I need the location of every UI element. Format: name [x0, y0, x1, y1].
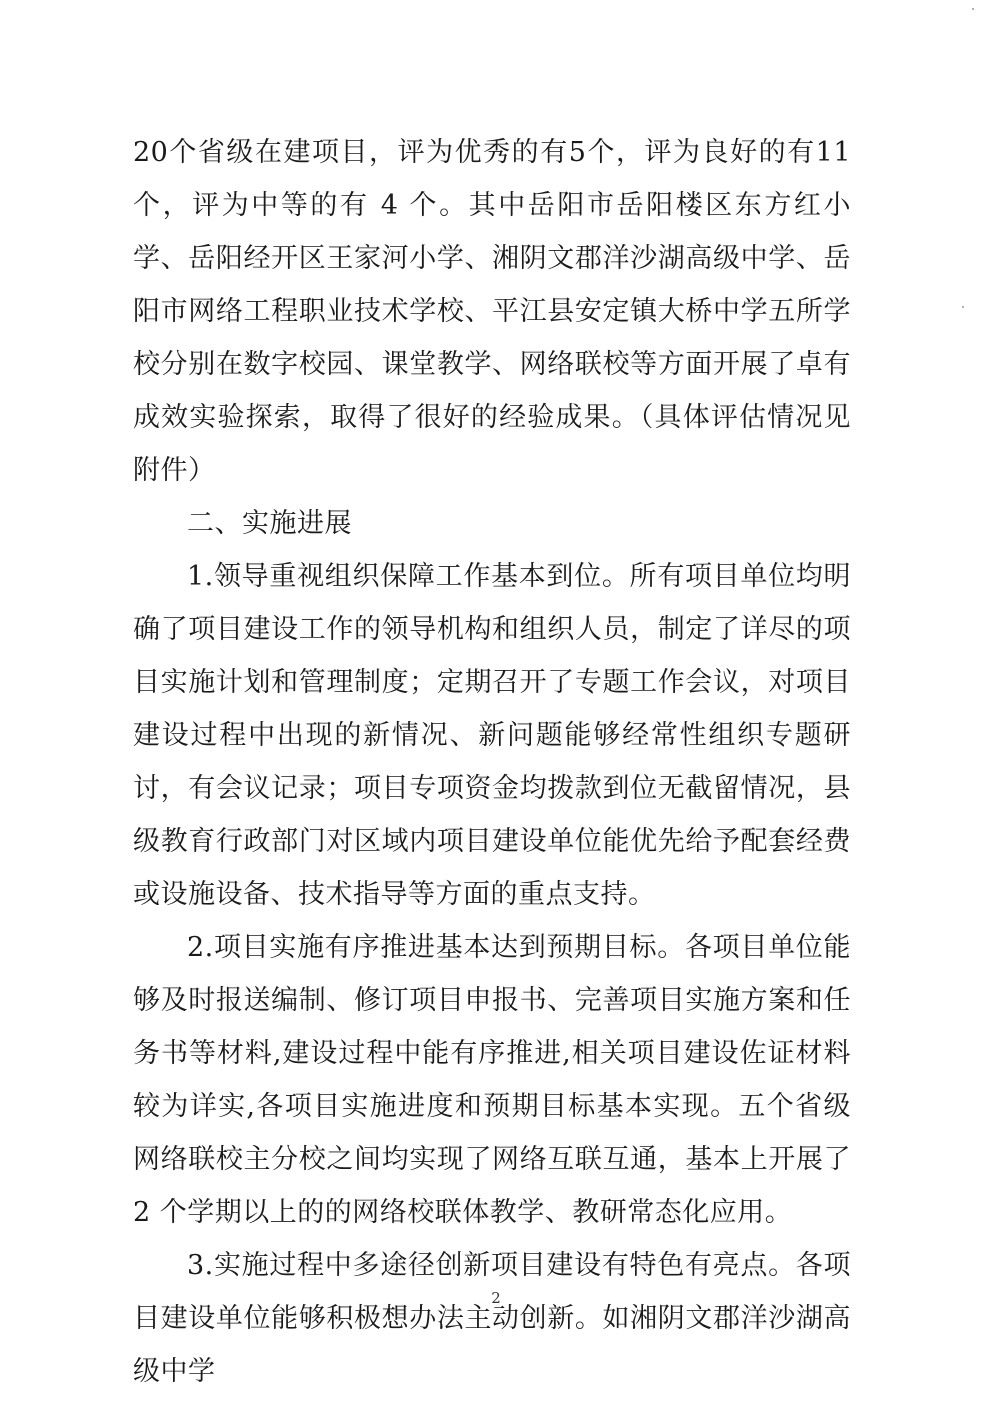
paragraph-orderly-implementation: 2.项目实施有序推进基本达到预期目标。各项目单位能够及时报送编制、修订项目申报书、完善项目实施方案和任务书等材料,建设过程中能有序推进,相关项目建设佐证材料较为详实,各项目实施进度和预期目标基本实现。五个省级网络联校主分校之间均实现了网络互联互通，基本上开展了 2 个学期以上的的网络校联体教学、教研常态化应用。 [133, 932, 851, 1228]
paragraph-leadership-support: 1.领导重视组织保障工作基本到位。所有项目单位均明确了项目建设工作的领导机构和组织人员，制定了详尽的项目实施计划和管理制度；定期召开了专题工作会议，对项目建设过程中出现的新情况、新问题能够经常性组织专题研讨，有会议记录；项目专项资金均拨款到位无截留情况，县级教育行政部门对区域内项目建设单位能优先给予配套经费或设施设备、技术指导等方面的重点支持。 [133, 561, 851, 910]
paragraph-evaluation-results: 20个省级在建项目，评为优秀的有5个，评为良好的有11个，评为中等的有 4 个。其中岳阳市岳阳楼区东方红小学、岳阳经开区王家河小学、湘阴文郡洋沙湖高级中学、岳阳市网络工程职业技术学校、平江县安定镇大桥中学五所学校分别在数字校园、课堂教学、网络联校等方面开展了卓有成效实验探索，取得了很好的经验成果。（具体评估情况见附件） [133, 137, 851, 486]
page-number: 2 [491, 1289, 501, 1307]
section-heading-implementation-progress: 二、实施进展 [187, 508, 352, 539]
document-body [133, 126, 851, 1398]
paragraph-innovation-highlights: 3.实施过程中多途径创新项目建设有特色有亮点。各项目建设单位能够积极想办法主动创新。如湘阴文郡洋沙湖高级中学 [133, 1250, 851, 1387]
scan-speck [972, 8, 974, 10]
scan-speck [962, 306, 964, 308]
